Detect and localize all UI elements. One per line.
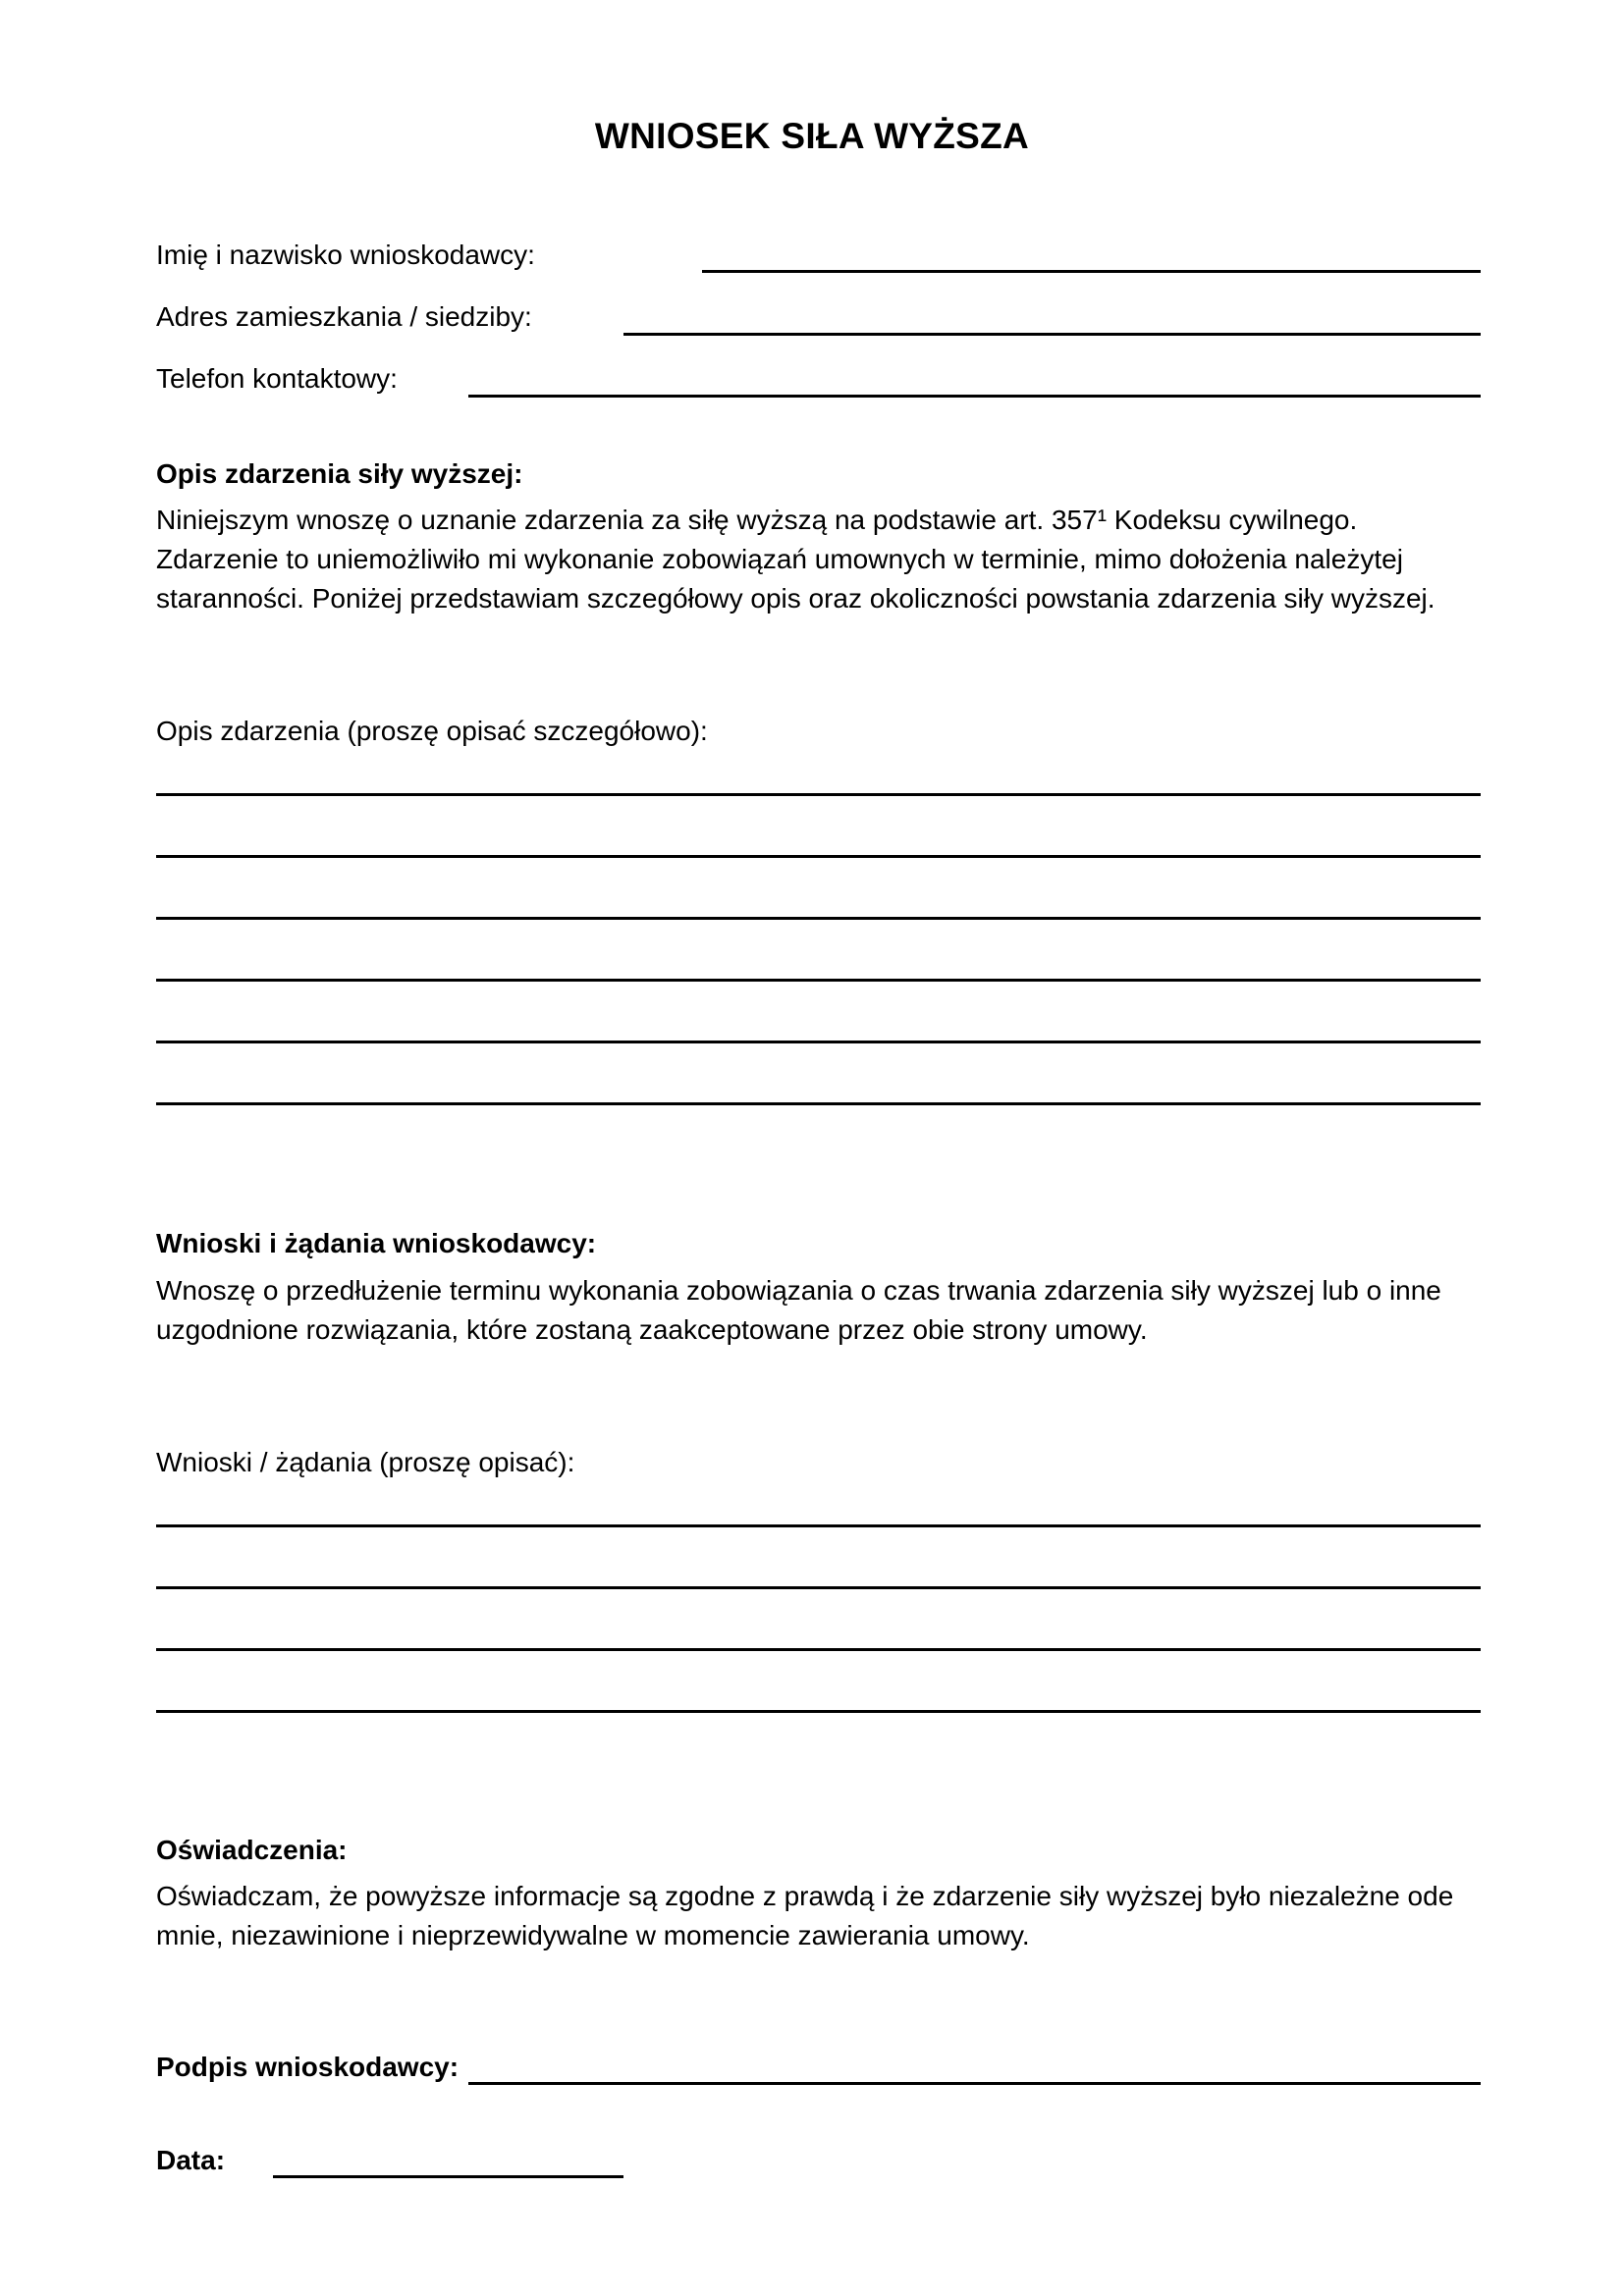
requests-paragraph-line: Wnoszę o przedłużenie terminu wykonania zobowiązania o czas trwania zdarzenia siły wyższej lub o inne [156,1275,1441,1306]
requests-description-line-4[interactable] [156,1710,1481,1713]
requests-section-heading: Wnioski i żądania wnioskodawcy: [156,1228,597,1258]
requests-paragraph-line: uzgodnione rozwiązania, które zostaną zaakceptowane przez obie strony umowy. [156,1314,1148,1345]
requests-description-label: Wnioski / żądania (proszę opisać): [156,1447,575,1477]
date-field[interactable] [273,2175,623,2178]
applicant-phone-field[interactable] [468,395,1481,398]
event-section-heading: Opis zdarzenia siły wyższej: [156,458,523,489]
event-description-line-2[interactable] [156,855,1481,858]
event-section-paragraph [156,501,1491,618]
date-label: Data: [156,2145,226,2175]
statements-section-paragraph [156,1877,1491,1955]
event-paragraph-line: staranności. Poniżej przedstawiam szczegółowy opis oraz okoliczności powstania zdarzenia siły wyższej. [156,583,1435,614]
event-description-label: Opis zdarzenia (proszę opisać szczegółowo): [156,716,708,746]
requests-description-line-3[interactable] [156,1648,1481,1651]
requests-description-line-2[interactable] [156,1586,1481,1589]
event-paragraph-line: Niniejszym wnoszę o uznanie zdarzenia za siłę wyższą na podstawie art. 357¹ Kodeksu cywilnego. [156,505,1358,535]
event-description-line-1[interactable] [156,793,1481,796]
applicant-address-field[interactable] [623,333,1481,336]
applicant-name-label: Imię i nazwisko wnioskodawcy: [156,240,535,270]
statements-paragraph-line: mnie, niezawinione i nieprzewidywalne w momencie zawierania umowy. [156,1920,1030,1950]
event-paragraph-line: Zdarzenie to uniemożliwiło mi wykonanie zobowiązań umownych w terminie, mimo dołożenia należytej [156,544,1403,574]
requests-section-paragraph [156,1271,1491,1350]
event-description-line-5[interactable] [156,1041,1481,1043]
event-description-line-4[interactable] [156,979,1481,982]
event-description-line-3[interactable] [156,917,1481,920]
signature-field[interactable] [468,2082,1481,2085]
applicant-address-label: Adres zamieszkania / siedziby: [156,301,532,332]
applicant-phone-label: Telefon kontaktowy: [156,363,398,394]
applicant-name-field[interactable] [702,270,1481,273]
requests-description-line-1[interactable] [156,1524,1481,1527]
event-description-line-6[interactable] [156,1102,1481,1105]
signature-label: Podpis wnioskodawcy: [156,2052,460,2082]
statements-paragraph-line: Oświadczam, że powyższe informacje są zgodne z prawdą i że zdarzenie siły wyższej było niezależne ode [156,1881,1454,1911]
statements-section-heading: Oświadczenia: [156,1835,348,1865]
document-title: WNIOSEK SIŁA WYŻSZA [594,116,1030,156]
